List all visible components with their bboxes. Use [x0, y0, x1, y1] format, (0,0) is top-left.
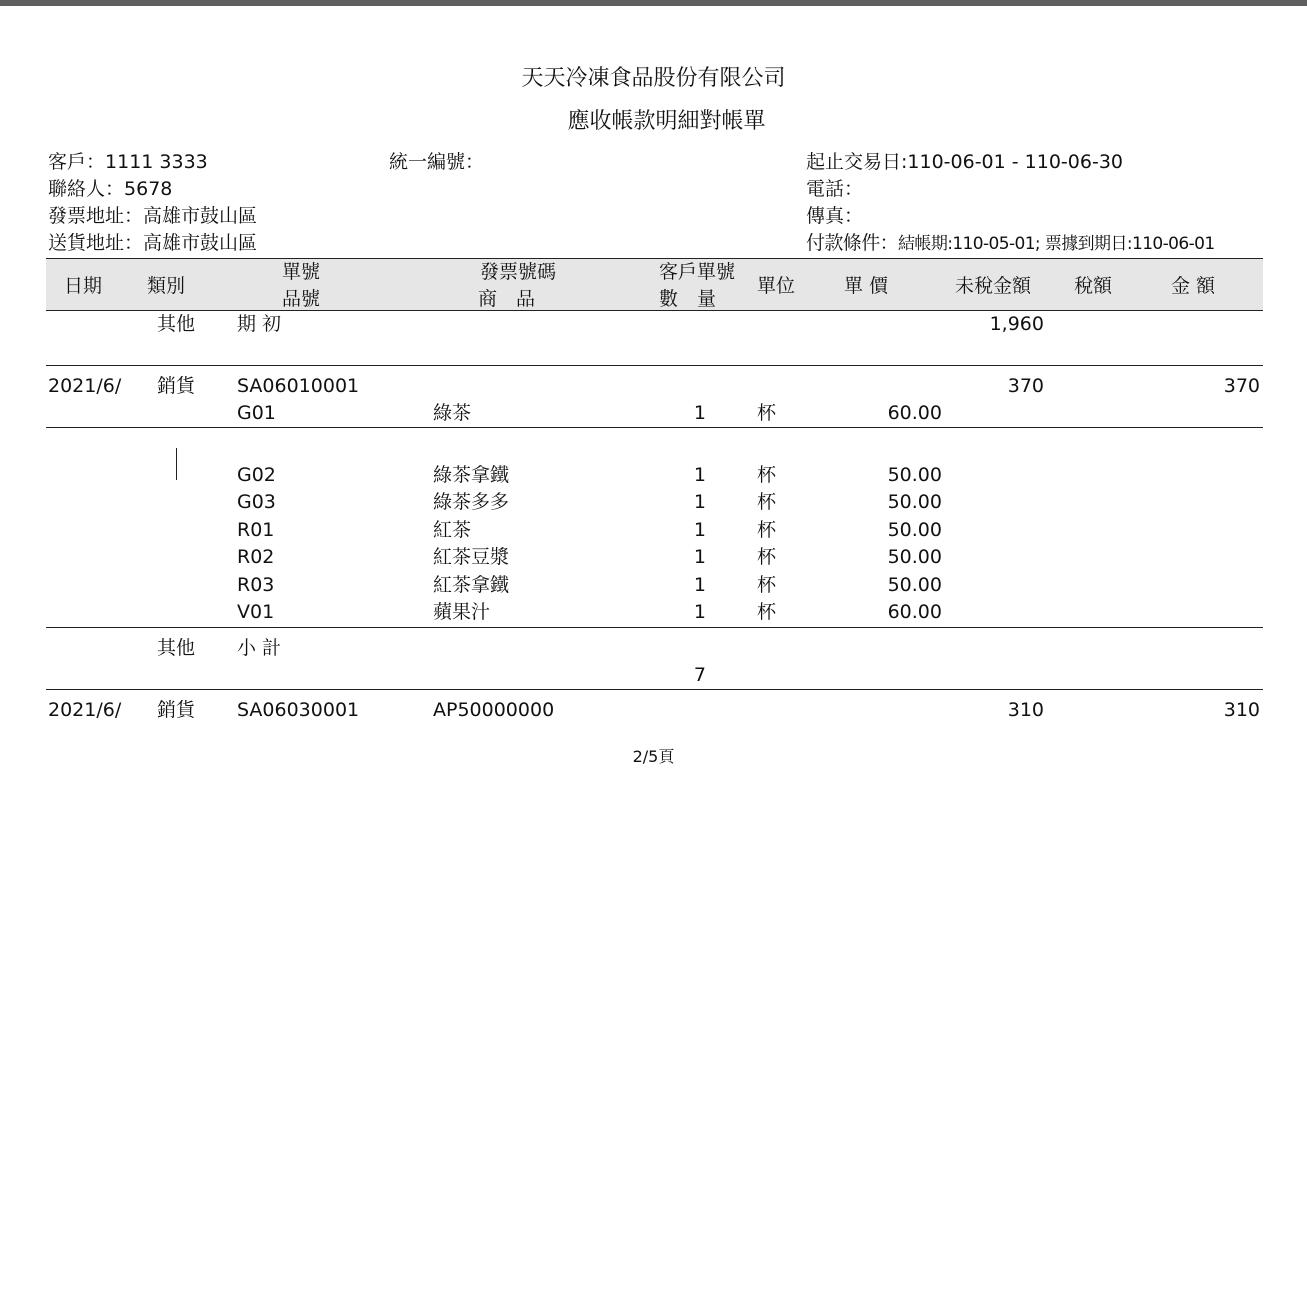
item-name: 綠茶: [433, 402, 472, 424]
opening-desc: 期 初: [237, 313, 282, 335]
item-qty: 1: [693, 402, 706, 424]
payment-terms: 付款條件：結帳期:110-05-01; 票據到期日:110-06-01: [806, 232, 1215, 254]
item-name: 紅茶: [433, 519, 472, 541]
period-info: 起止交易日:110-06-01 - 110-06-30: [806, 151, 1124, 173]
item-name: 蘋果汁: [433, 601, 491, 623]
opening-type: 其他: [157, 313, 196, 335]
item-unit: 杯: [757, 402, 777, 424]
subtotal-qty: 7: [693, 664, 706, 686]
invoice-address: 發票地址：高雄市鼓山區: [48, 205, 258, 227]
item-price: 50.00: [887, 519, 942, 541]
col-pretax-amount: 未稅金額: [955, 275, 1032, 297]
order-type: 銷貨: [157, 699, 196, 721]
item-code: G01: [237, 402, 276, 424]
item-code: R01: [237, 519, 275, 541]
order-amount: 310: [1223, 699, 1260, 721]
subtotal-type: 其他: [157, 637, 196, 659]
item-unit: 杯: [757, 601, 777, 623]
item-qty: 1: [693, 546, 706, 568]
order-no: SA06010001: [237, 375, 360, 397]
delivery-address: 送貨地址：高雄市鼓山區: [48, 232, 258, 254]
order-date: 2021/6/: [48, 699, 122, 721]
top-border: [0, 0, 1307, 6]
item-qty: 1: [693, 464, 706, 486]
col-item-no: 品號: [282, 288, 321, 310]
report-title: 應收帳款明細對帳單: [567, 109, 766, 134]
item-code: G02: [237, 464, 276, 486]
text-cursor: [176, 448, 177, 480]
col-customer-order-no: 客戶單號: [659, 261, 736, 283]
tax-id: 統一編號：: [389, 151, 485, 173]
opening-pretax-amount: 1,960: [989, 313, 1044, 335]
item-unit: 杯: [757, 546, 777, 568]
item-code: R02: [237, 546, 275, 568]
phone-info: 電話：: [806, 178, 864, 200]
row-divider: [46, 365, 1263, 366]
row-divider: [46, 689, 1263, 690]
item-code: G03: [237, 491, 276, 513]
item-price: 50.00: [887, 546, 942, 568]
item-price: 50.00: [887, 464, 942, 486]
order-amount: 370: [1223, 375, 1260, 397]
item-code: R03: [237, 574, 275, 596]
col-type: 類別: [147, 275, 186, 297]
customer-info: 客戶：1111 3333: [48, 151, 208, 173]
item-unit: 杯: [757, 574, 777, 596]
item-unit: 杯: [757, 464, 777, 486]
order-pretax-amount: 370: [1007, 375, 1044, 397]
item-qty: 1: [693, 519, 706, 541]
col-order-no: 單號: [282, 261, 321, 283]
order-date: 2021/6/: [48, 375, 122, 397]
col-invoice-no: 發票號碼: [480, 261, 557, 283]
item-qty: 1: [693, 601, 706, 623]
contact-info: 聯絡人：5678: [48, 178, 173, 200]
header-top-rule: [46, 258, 1263, 259]
col-tax: 稅額: [1074, 275, 1113, 297]
item-name: 紅茶拿鐵: [433, 574, 510, 596]
item-name: 綠茶多多: [433, 491, 510, 513]
order-type: 銷貨: [157, 375, 196, 397]
order-invoice-no: AP50000000: [433, 699, 555, 721]
col-date: 日期: [64, 275, 103, 297]
item-price: 50.00: [887, 491, 942, 513]
item-price: 60.00: [887, 601, 942, 623]
company-name: 天天冷凍食品股份有限公司: [521, 66, 786, 91]
col-amount: 金 額: [1171, 275, 1216, 297]
order-pretax-amount: 310: [1007, 699, 1044, 721]
col-quantity: 數 量: [659, 288, 717, 310]
fax-info: 傳真：: [806, 205, 864, 227]
order-no: SA06030001: [237, 699, 360, 721]
row-divider: [46, 627, 1263, 628]
col-product: 商 品: [478, 288, 536, 310]
col-unit: 單位: [757, 275, 796, 297]
item-name: 綠茶拿鐵: [433, 464, 510, 486]
row-divider: [46, 427, 1263, 428]
item-unit: 杯: [757, 519, 777, 541]
col-unit-price: 單 價: [844, 275, 889, 297]
item-qty: 1: [693, 574, 706, 596]
item-qty: 1: [693, 491, 706, 513]
item-unit: 杯: [757, 491, 777, 513]
item-price: 50.00: [887, 574, 942, 596]
page-indicator: 2/5頁: [632, 747, 675, 766]
item-code: V01: [237, 601, 275, 623]
item-price: 60.00: [887, 402, 942, 424]
item-name: 紅茶豆漿: [433, 546, 510, 568]
subtotal-desc: 小 計: [237, 637, 282, 659]
header-bottom-rule: [46, 310, 1263, 311]
